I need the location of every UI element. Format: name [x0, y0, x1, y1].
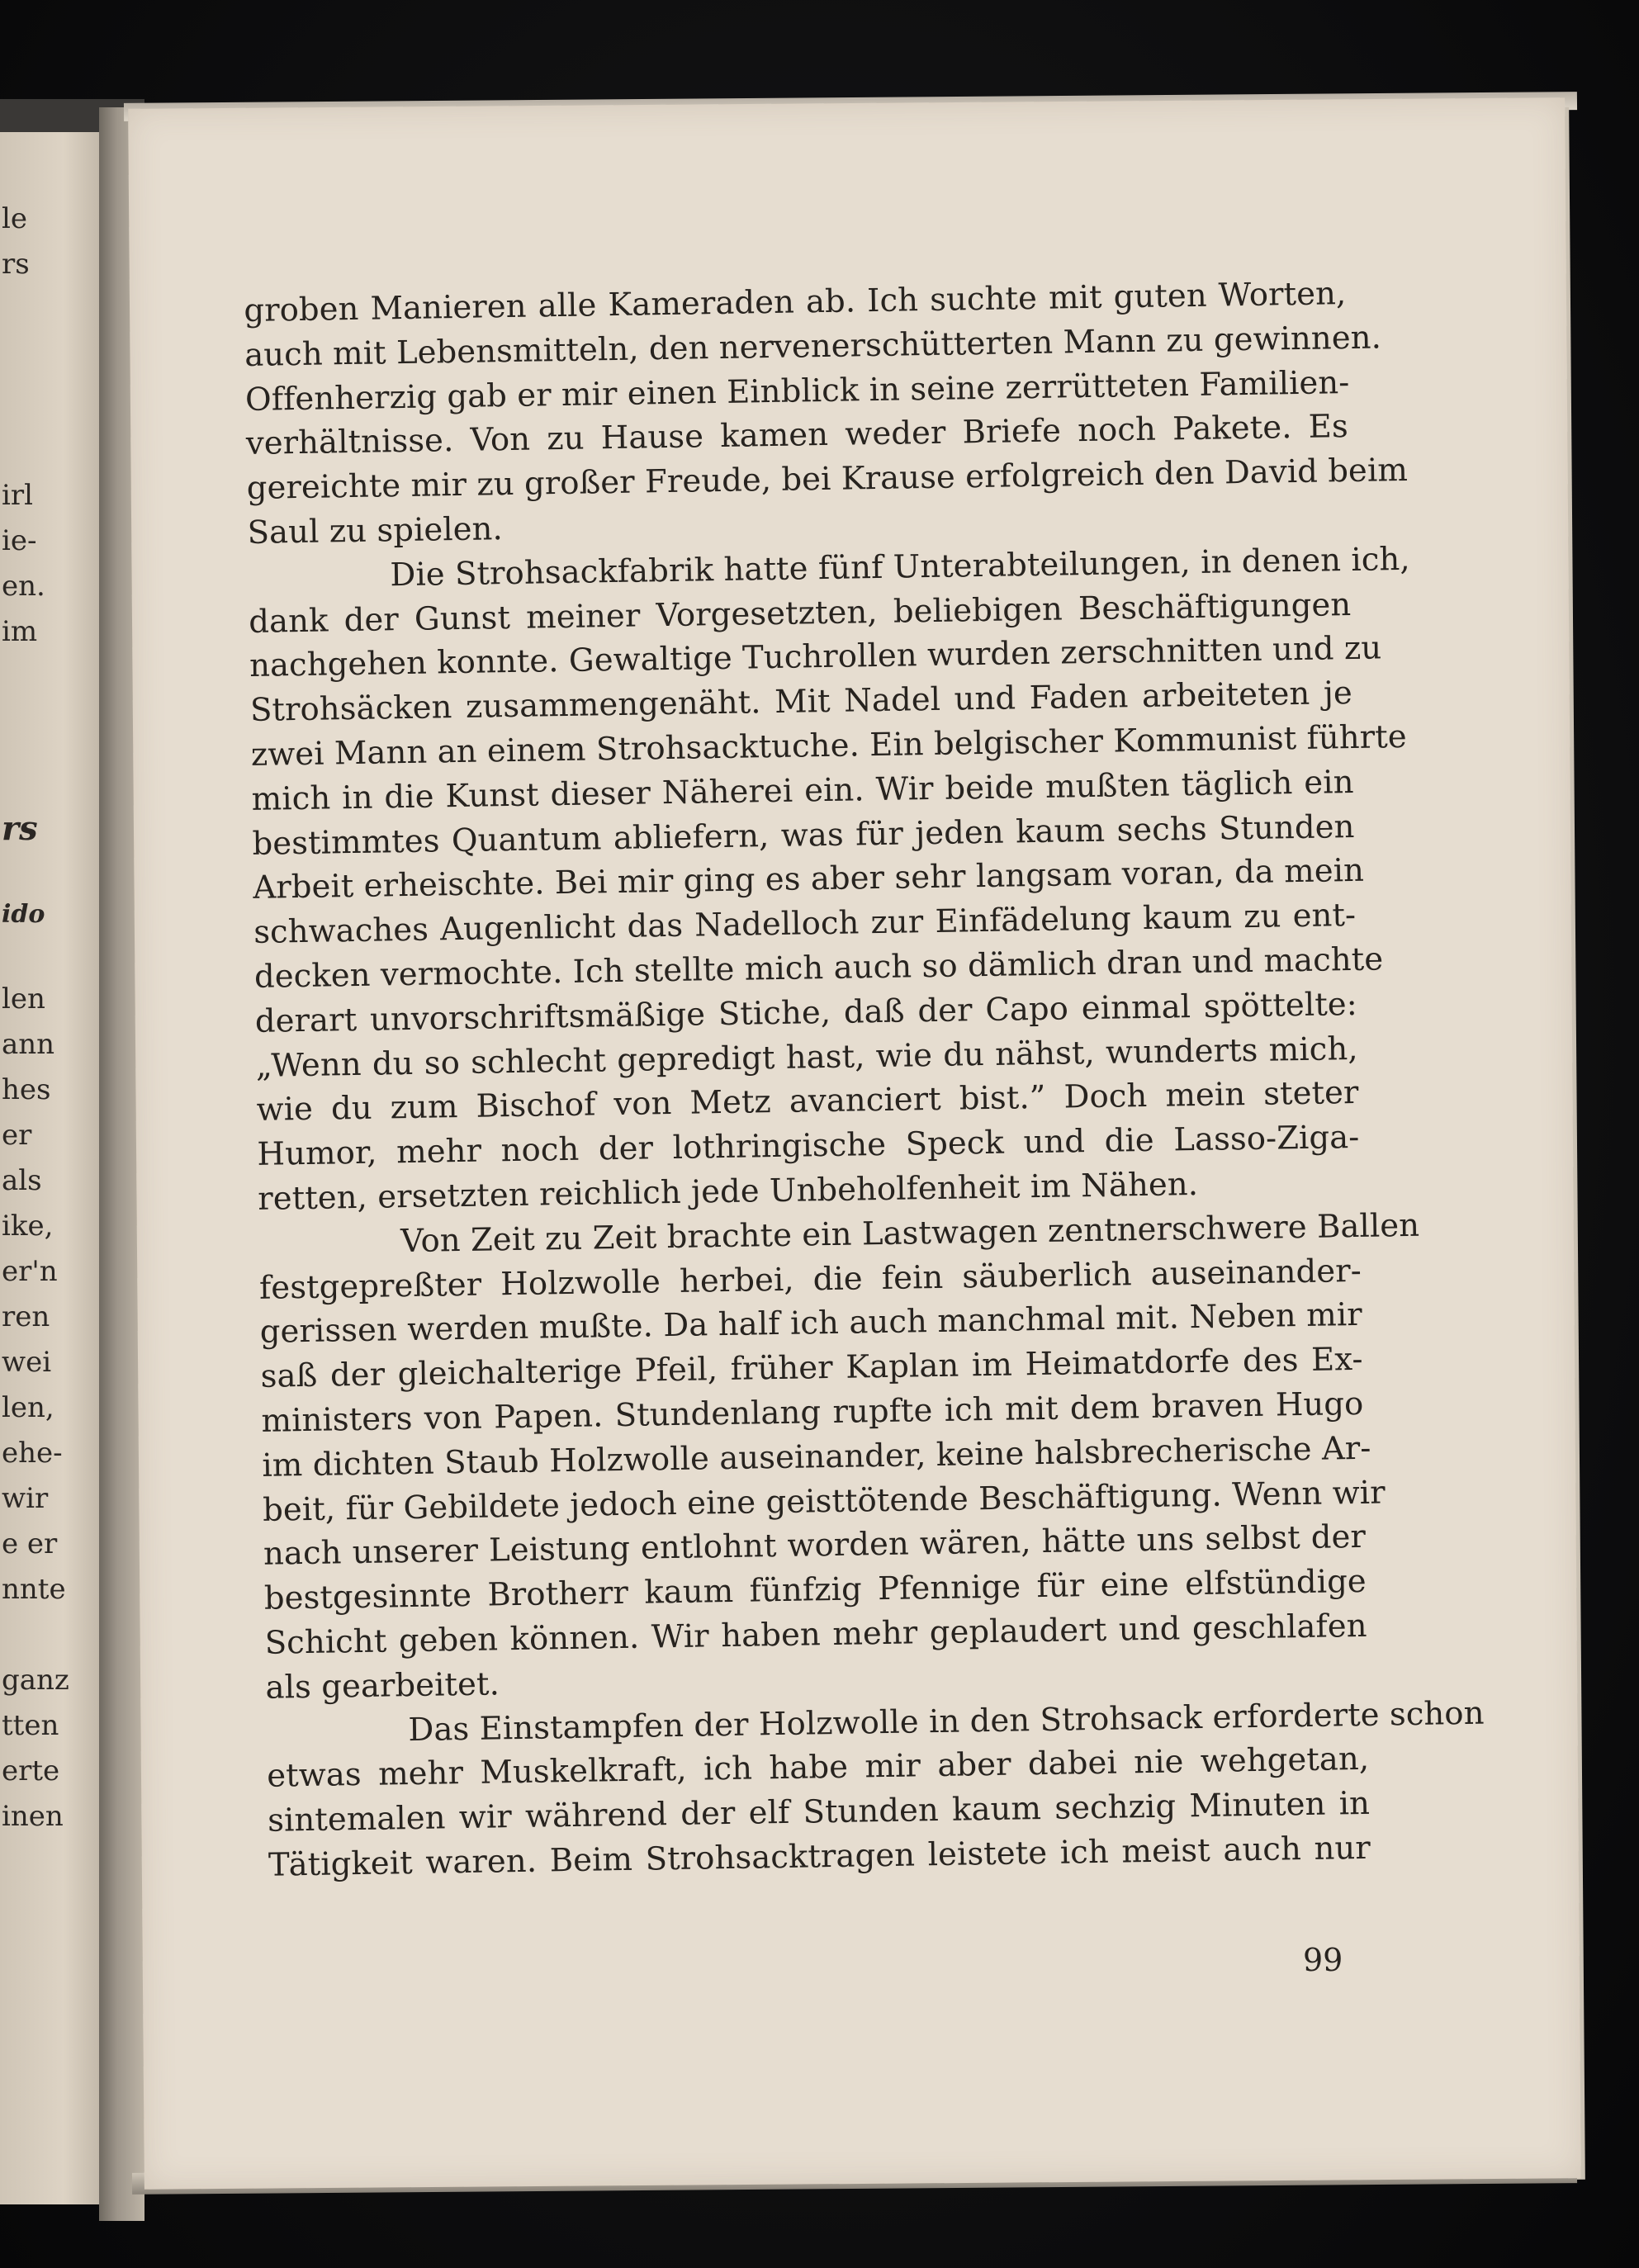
page-number: 99: [1303, 1942, 1343, 1978]
text-line: im dichten Staub Holzwolle auseinander, keine halsbrecherische Ar-: [262, 1429, 1371, 1484]
previous-page-fragment: nnte: [2, 1573, 66, 1606]
body-text: [244, 272, 1485, 1887]
text-line: saß der gleichalterige Pfeil, früher Kaplan im Heimatdorfe des Ex-: [260, 1340, 1363, 1395]
previous-page-fragment: wei: [2, 1346, 52, 1379]
text-line: gerissen werden mußte. Da half ich auch manchmal mit. Neben mir: [259, 1296, 1363, 1352]
text-line: gereichte mir zu großer Freude, bei Krause erfolgreich den David beim: [246, 452, 1409, 508]
text-line: verhältnisse. Von zu Hause kamen weder Briefe noch Pakete. Es: [245, 408, 1349, 463]
text-line: festgepreßter Holzwolle herbei, die fein säuberlich auseinander-: [258, 1252, 1362, 1307]
previous-page-fragment: ann: [2, 1028, 55, 1061]
text-line: retten, ersetzten reichlich jede Unbeholfenheit im Nähen.: [257, 1165, 1199, 1218]
text-line: Strohsäcken zusammengenäht. Mit Nadel und Faden arbeiteten je: [249, 675, 1353, 730]
previous-page: [0, 116, 116, 2204]
text-line: sintemalen wir während der elf Stunden kaum sechzig Minuten in: [267, 1784, 1371, 1839]
text-line: schwaches Augenlicht das Nadelloch zur Einfädelung kaum zu ent-: [253, 897, 1357, 952]
previous-page-fragment: er: [2, 1119, 32, 1152]
text-line: „Wenn du so schlecht gepredigt hast, wie du nähst, wunderts mich,: [255, 1030, 1358, 1085]
text-line: decken vermochte. Ich stellte mich auch so dämlich dran und machte: [253, 940, 1384, 996]
text-line: Schicht geben können. Wir haben mehr geplaudert und geschlafen: [264, 1607, 1367, 1662]
text-line: bestimmtes Quantum abliefern, was für jeden kaum sechs Stunden: [252, 807, 1355, 863]
previous-page-fragment: ike,: [2, 1210, 54, 1243]
previous-page-fragment: als: [2, 1164, 42, 1197]
text-line: nach unserer Leistung entlohnt worden wären, hätte uns selbst der: [263, 1518, 1367, 1574]
text-line: derart unvorschriftsmäßige Stiche, daß der Capo einmal spöttelte:: [254, 985, 1358, 1040]
text-line: auch mit Lebensmitteln, den nervenerschütterten Mann zu gewinnen.: [244, 319, 1382, 374]
previous-page-fragment: er'n: [2, 1255, 58, 1288]
text-line: Offenherzig gab er mir einen Einblick in seine zerrütteten Familien-: [244, 363, 1350, 419]
text-line: Humor, mehr noch der lothringische Speck und die Lasso-Ziga-: [257, 1119, 1360, 1174]
text-line: mich in die Kunst dieser Näherei ein. Wir beide mußten täglich ein: [251, 763, 1354, 818]
previous-page-fragment: inen: [2, 1800, 64, 1833]
text-line: bestgesinnte Brotherr kaum fünfzig Pfennige für eine elfstündige: [263, 1562, 1367, 1617]
text-line: als gearbeitet.: [265, 1665, 500, 1707]
previous-page-fragment: irl: [2, 479, 34, 512]
previous-page-fragment: ie-: [2, 524, 37, 557]
text-line: Arbeit erheischte. Bei mir ging es aber sehr langsam voran, da mein: [253, 852, 1365, 907]
previous-page-fragment: tten: [2, 1709, 59, 1742]
text-line: Saul zu spielen.: [247, 510, 504, 552]
previous-page-fragment: e er: [2, 1527, 58, 1560]
previous-page-fragment: ren: [2, 1300, 50, 1333]
previous-page-fragment: le: [2, 202, 27, 235]
text-line: groben Manieren alle Kameraden ab. Ich suchte mit guten Worten,: [244, 275, 1347, 329]
text-line: etwas mehr Muskelkraft, ich habe mir aber dabei nie wehgetan,: [266, 1740, 1370, 1796]
previous-page-fragment: erte: [2, 1754, 60, 1787]
text-line: wie du zum Bischof von Metz avanciert bist.” Doch mein steter: [256, 1074, 1359, 1129]
text-line: zwei Mann an einem Strohsacktuche. Ein belgischer Kommunist führte: [250, 717, 1408, 774]
text-line: Von Zeit zu Zeit brachte ein Lastwagen zentnerschwere Ballen: [400, 1206, 1420, 1260]
text-line: ministers von Papen. Stundenlang rupfte ich mit dem braven Hugo: [261, 1385, 1364, 1440]
previous-page-fragment: len: [2, 982, 45, 1016]
text-line: Die Strohsackfabrik hatte fünf Unterabteilungen, in denen ich,: [390, 540, 1411, 594]
previous-page-text-fragments: [0, 116, 116, 2204]
previous-page-fragment: ehe-: [2, 1437, 63, 1470]
previous-page-fragment: wir: [2, 1482, 49, 1515]
text-line: Tätigkeit waren. Beim Strohsacktragen leistete ich meist auch nur: [268, 1829, 1371, 1884]
text-line: nachgehen konnte. Gewaltige Tuchrollen wurden zerschnitten und zu: [249, 629, 1382, 685]
previous-page-fragment: en.: [2, 570, 45, 603]
text-line: Das Einstampfen der Holzwolle in den Strohsack erforderte schon: [408, 1694, 1485, 1749]
previous-page-fragment: len,: [2, 1391, 54, 1424]
text-line: dank der Gunst meiner Vorgesetzten, beliebigen Beschäftigungen: [248, 585, 1352, 641]
previous-page-fragment: rs: [2, 248, 30, 281]
previous-page-fragment: im: [2, 615, 38, 648]
previous-page-fragment: hes: [2, 1073, 51, 1106]
previous-page-fragment: rs: [2, 809, 38, 848]
text-line: beit, für Gebildete jedoch eine geisttötende Beschäftigung. Wenn wir: [262, 1473, 1386, 1529]
previous-page-fragment: ganz: [2, 1664, 69, 1697]
previous-page-fragment: ido: [2, 900, 45, 929]
